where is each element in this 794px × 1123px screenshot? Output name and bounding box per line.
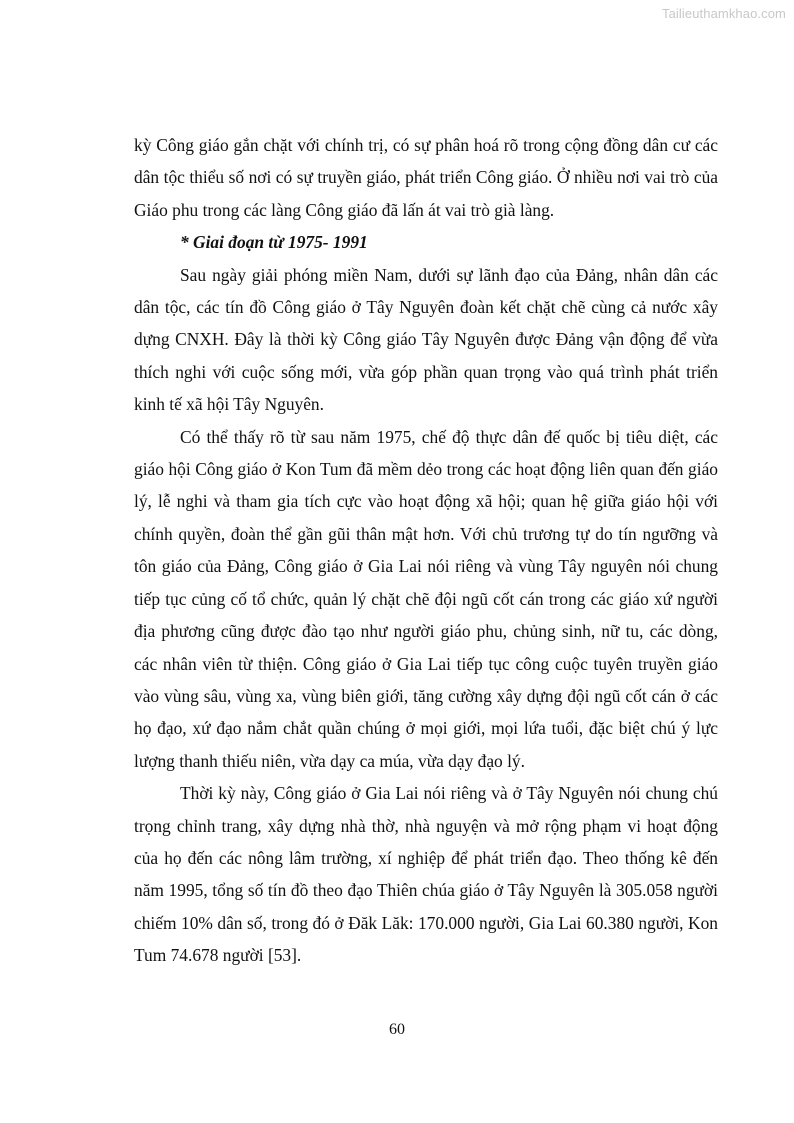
- paragraph-3: Thời kỳ này, Công giáo ở Gia Lai nói riêng và ở Tây Nguyên nói chung chú trọng chỉnh trang, xây dựng nhà thờ, nhà nguyện và mở rộng phạm vi hoạt động của họ đến các nông lâm trường, xí nghiệp để phát triển đạo. Theo thống kê đến năm 1995, tổng số tín đồ theo đạo Thiên chúa giáo ở Tây Nguyên là 305.058 người chiếm 10% dân số, trong đó ở Đăk Lăk: 170.000 người, Gia Lai 60.380 người, Kon Tum 74.678 người [53].: [134, 783, 718, 966]
- section-heading: * Giai đoạn từ 1975- 1991: [180, 232, 368, 253]
- paragraph-1: Sau ngày giải phóng miền Nam, dưới sự lãnh đạo của Đảng, nhân dân các dân tộc, các tín đồ Công giáo ở Tây Nguyên đoàn kết chặt chẽ cùng cả nước xây dựng CNXH. Đây là thời kỳ Công giáo Tây Nguyên được Đảng vận động để vừa thích nghi với cuộc sống mới, vừa góp phần quan trọng vào quá trình phát triển kinh tế xã hội Tây Nguyên.: [134, 264, 718, 415]
- page-body: [134, 129, 718, 972]
- paragraph-continuation: kỳ Công giáo gắn chặt với chính trị, có sự phân hoá rõ trong cộng đồng dân cư các dân tộc thiểu số nơi có sự truyền giáo, phát triển Công giáo. Ở nhiều nơi vai trò của Giáo phu trong các làng Công giáo đã lấn át vai trò già làng.: [134, 135, 718, 220]
- paragraph-2: Có thể thấy rõ từ sau năm 1975, chế độ thực dân đế quốc bị tiêu diệt, các giáo hội Công giáo ở Kon Tum đã mềm dẻo trong các hoạt động liên quan đến giáo lý, lễ nghi và tham gia tích cực vào hoạt động xã hội; quan hệ giữa giáo hội với chính quyền, đoàn thể gần gũi thân mật hơn. Với chủ trương tự do tín ngưỡng và tôn giáo của Đảng, Công giáo ở Gia Lai nói riêng và vùng Tây nguyên nói chung tiếp tục củng cố tổ chức, quản lý chặt chẽ đội ngũ cốt cán trong các giáo xứ người địa phương cũng được đào tạo như người giáo phu, chủng sinh, nữ tu, các dòng, các nhân viên từ thiện. Công giáo ở Gia Lai tiếp tục công cuộc tuyên truyền giáo vào vùng sâu, vùng xa, vùng biên giới, tăng cường xây dựng đội ngũ cốt cán ở các họ đạo, xứ đạo nắm chắt quần chúng ở mọi giới, mọi lứa tuổi, đặc biệt chú ý lực lượng thanh thiếu niên, vừa dạy ca múa, vừa dạy đạo lý.: [134, 426, 718, 771]
- watermark-text: Tailieuthamkhao.com: [661, 6, 786, 21]
- page-number: 60: [389, 1021, 405, 1038]
